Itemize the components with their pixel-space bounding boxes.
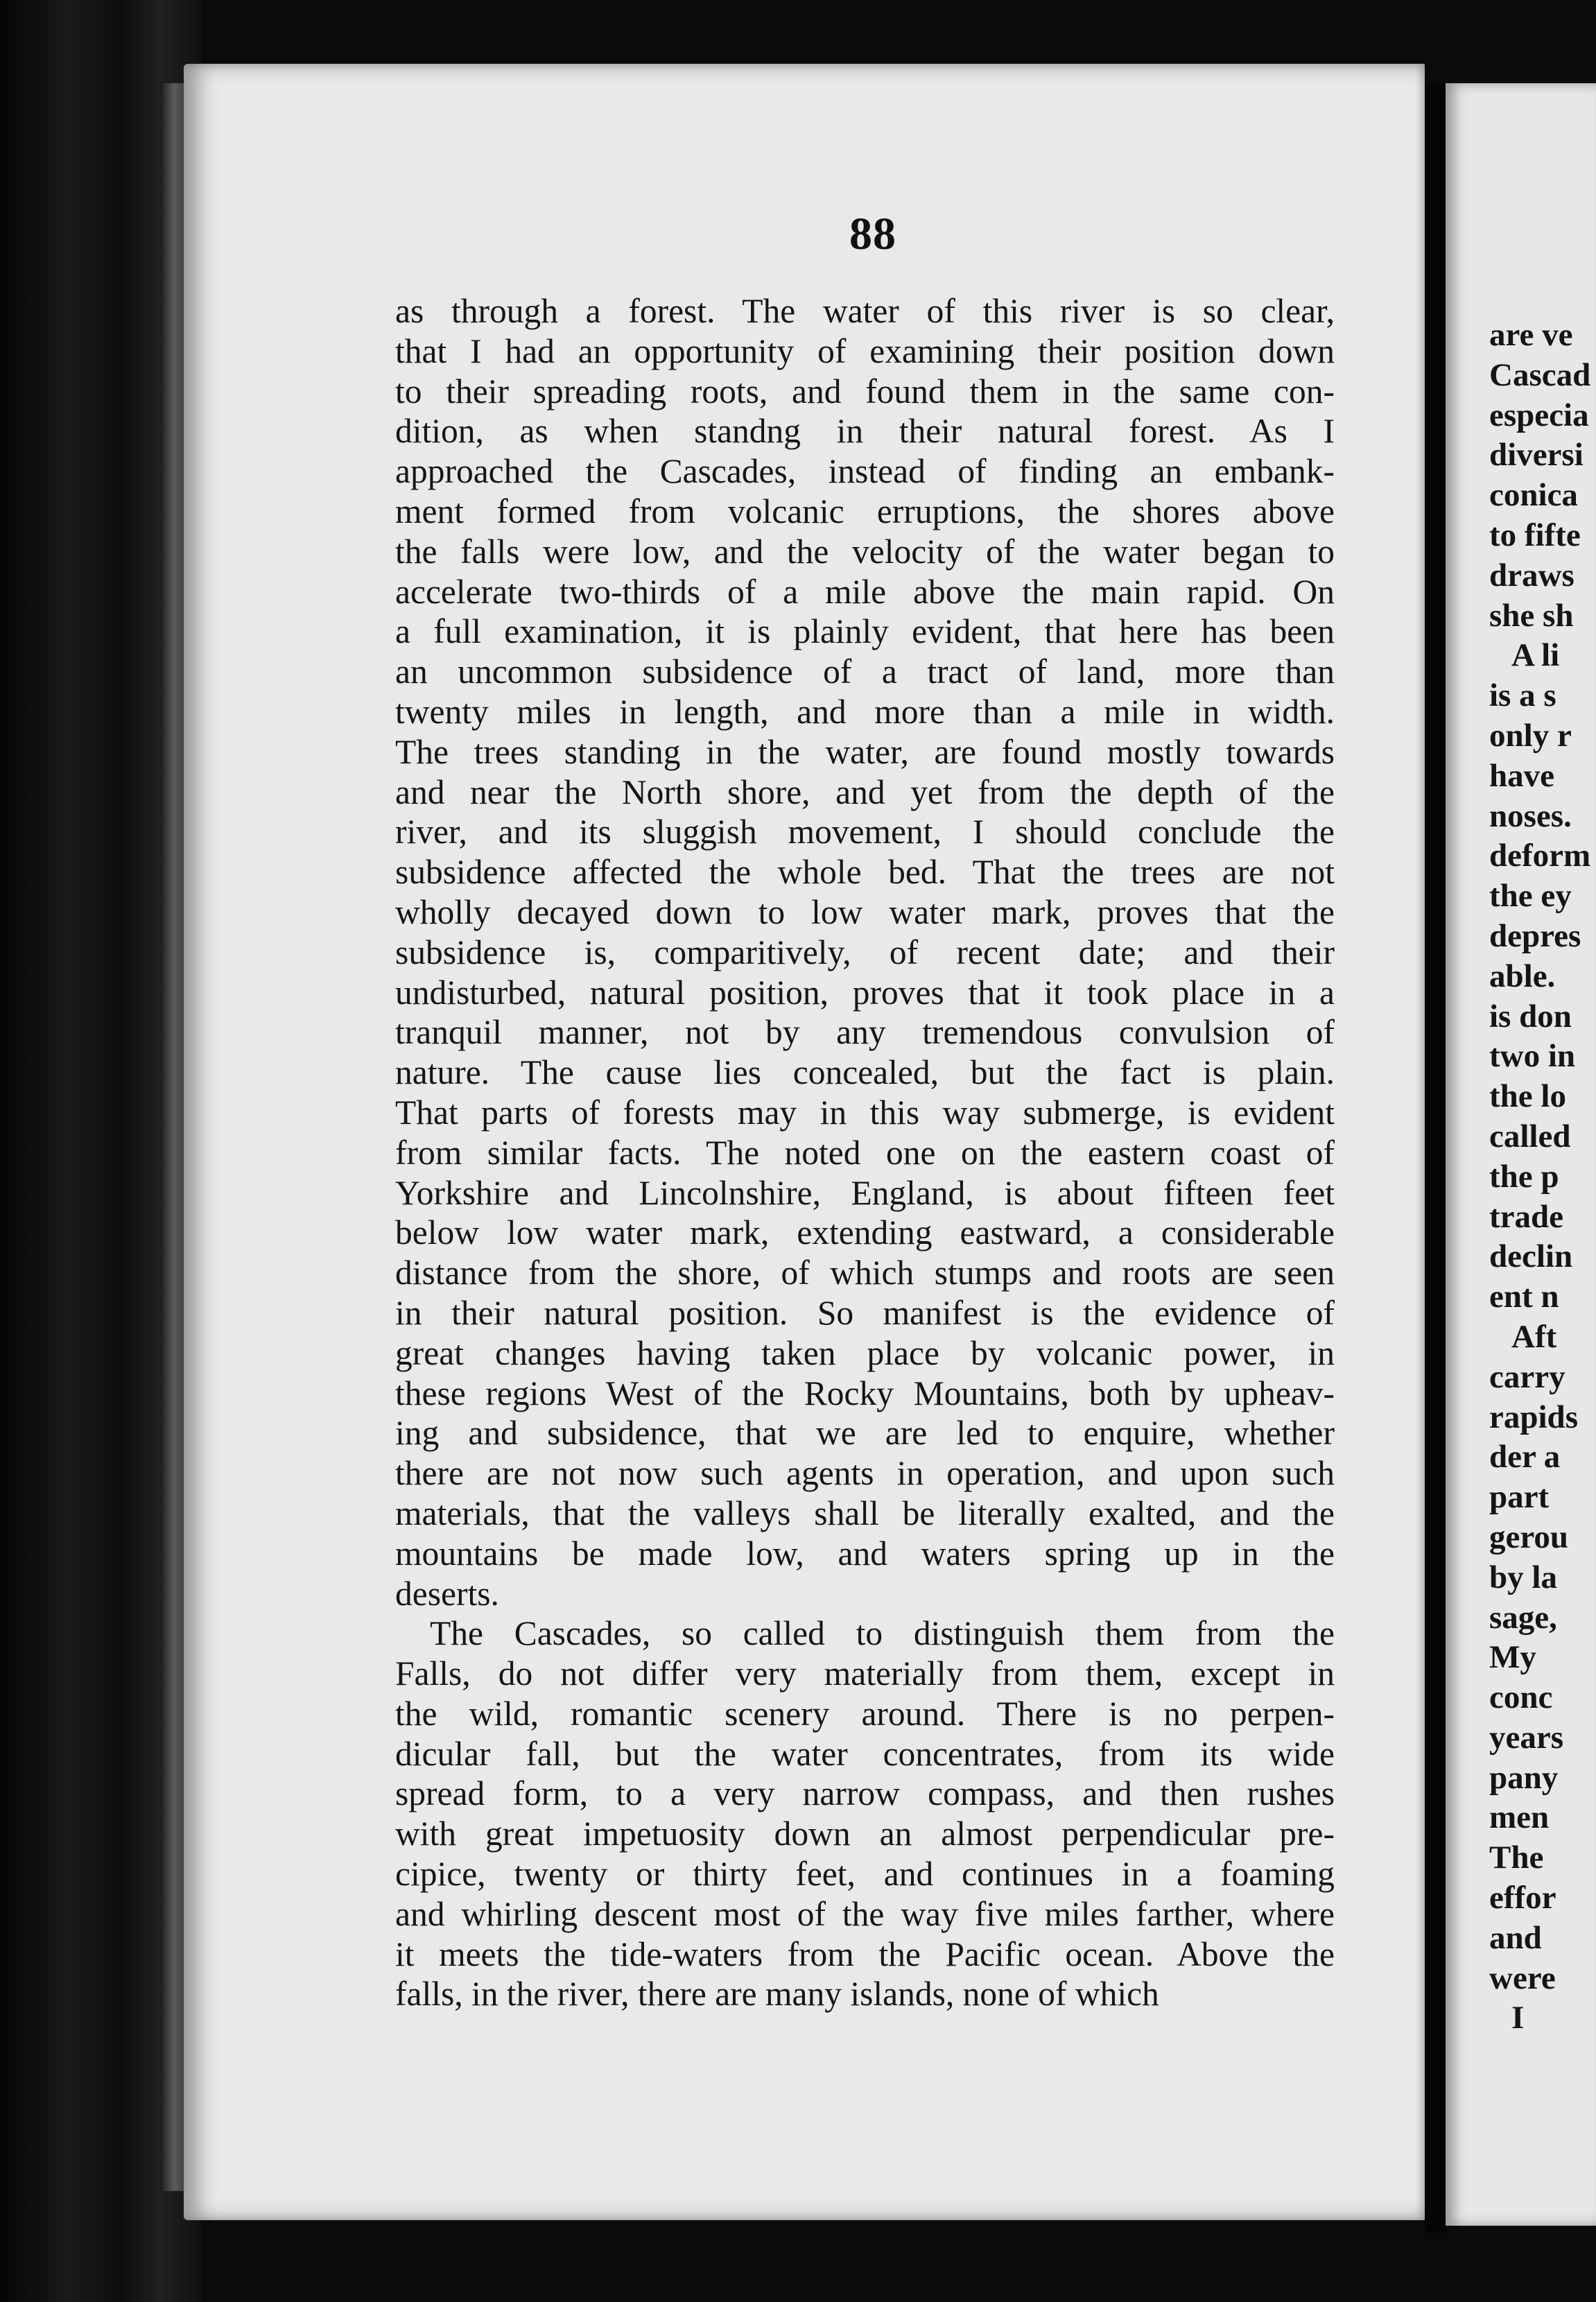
facing-text-line: diversi: [1489, 437, 1584, 474]
facing-text-line: the p: [1489, 1158, 1559, 1195]
text-line: below low water mark, extending eastward, a considerable: [395, 1213, 1335, 1252]
text-line: Yorkshire and Lincolnshire, England, is about fifteen feet: [395, 1173, 1335, 1212]
text-line: That parts of forests may in this way submerge, is evident: [395, 1093, 1335, 1132]
body-text: [395, 291, 1335, 2014]
text-line: as through a forest. The water of this river is so clear,: [395, 292, 1335, 330]
facing-text-line: carry: [1489, 1358, 1565, 1395]
text-line: nature. The cause lies concealed, but the fact is plain.: [395, 1053, 1335, 1092]
facing-text-line: ent n: [1489, 1279, 1559, 1315]
text-line: a full examination, it is plainly evident, that here has been: [395, 612, 1335, 651]
text-line: with great impetuosity down an almost perpendicular pre-: [395, 1815, 1335, 1853]
text-line: in their natural position. So manifest is the evidence of: [395, 1293, 1335, 1332]
text-line: subsidence affected the whole bed. That the trees are not: [395, 853, 1335, 892]
facing-text-line: the ey: [1489, 878, 1572, 915]
text-line: dicular fall, but the water concentrates, from its wide: [395, 1734, 1335, 1773]
facing-text-line: have: [1489, 757, 1554, 794]
facing-text-line: deform: [1489, 838, 1591, 874]
text-line: these regions West of the Rocky Mountains, both by upheav-: [395, 1374, 1335, 1412]
facing-text-line: are ve: [1489, 317, 1573, 353]
text-line: falls, in the river, there are many islands, none of which: [395, 1975, 1159, 2014]
paragraph: [395, 1613, 1335, 2014]
facing-text-line: sage,: [1489, 1599, 1557, 1636]
facing-text-line: is a s: [1489, 677, 1556, 714]
facing-text-line: only r: [1489, 717, 1572, 754]
text-line: cipice, twenty or thirty feet, and continues in a foaming: [395, 1855, 1335, 1894]
text-line: spread form, to a very narrow compass, and then rushes: [395, 1774, 1335, 1813]
facing-text-line: the lo: [1489, 1078, 1566, 1115]
facing-text-line: she sh: [1489, 597, 1574, 634]
facing-text-line: rapids: [1489, 1399, 1578, 1435]
text-line: subsidence is, comparitively, of recent date; and their: [395, 933, 1335, 971]
facing-text-line: able.: [1489, 958, 1556, 994]
facing-text-line: draws: [1489, 557, 1575, 594]
facing-text-line: der a: [1489, 1439, 1561, 1475]
text-line: deserts.: [395, 1574, 499, 1613]
text-line: that I had an opportunity of examining their position down: [395, 331, 1335, 370]
facing-text-line: My: [1489, 1639, 1536, 1676]
book-gutter: [1425, 83, 1446, 2233]
text-line: an uncommon subsidence of a tract of land, more than: [395, 652, 1335, 691]
text-line: approached the Cascades, instead of finding an embank-: [395, 452, 1335, 491]
facing-text-line: Aft: [1511, 1318, 1557, 1355]
facing-text-line: gerou: [1489, 1518, 1569, 1555]
facing-text-line: noses.: [1489, 797, 1572, 834]
facing-text-line: depres: [1489, 917, 1581, 954]
text-line: it meets the tide-waters from the Pacific ocean. Above the: [395, 1935, 1335, 1973]
facing-text-line: by la: [1489, 1559, 1557, 1595]
facing-text-line: were: [1489, 1959, 1556, 1996]
facing-text-line: Cascad: [1489, 356, 1591, 393]
facing-text-line: The: [1489, 1840, 1544, 1876]
text-line: great changes having taken place by volcanic power, in: [395, 1333, 1335, 1372]
text-line: Falls, do not differ very materially from them, except in: [395, 1654, 1335, 1693]
text-line: and whirling descent most of the way five miles farther, where: [395, 1894, 1335, 1933]
facing-text-line: effor: [1489, 1880, 1556, 1916]
text-line: mountains be made low, and waters spring up in the: [395, 1534, 1335, 1573]
facing-text-line: conica: [1489, 477, 1578, 514]
text-line: the wild, romantic scenery around. There is no perpen-: [395, 1694, 1335, 1733]
facing-page-text: [1489, 315, 1596, 2039]
text-line: dition, as when standng in their natural forest. As I: [395, 412, 1335, 451]
facing-text-line: declin: [1489, 1238, 1573, 1275]
paragraph: [395, 291, 1335, 1613]
text-line: from similar facts. The noted one on the eastern coast of: [395, 1133, 1335, 1172]
text-line: wholly decayed down to low water mark, proves that the: [395, 892, 1335, 931]
facing-text-line: I: [1511, 2000, 1525, 2036]
page-number: 88: [849, 209, 896, 259]
text-line: accelerate two-thirds of a mile above the main rapid. On: [395, 572, 1335, 611]
text-line: and near the North shore, and yet from the depth of the: [395, 772, 1335, 811]
facing-text-line: two in: [1489, 1038, 1576, 1075]
facing-text-line: and: [1489, 1919, 1542, 1956]
text-line: The Cascades, so called to distinguish them from the: [430, 1614, 1335, 1653]
text-line: twenty miles in length, and more than a mile in width.: [395, 692, 1335, 731]
text-line: the falls were low, and the velocity of the water began to: [395, 532, 1335, 571]
text-line: undisturbed, natural position, proves that it took place in a: [395, 973, 1335, 1012]
facing-text-line: pany: [1489, 1759, 1559, 1796]
text-line: The trees standing in the water, are found mostly towards: [395, 732, 1335, 771]
facing-text-line: to fifte: [1489, 517, 1581, 553]
text-line: distance from the shore, of which stumps and roots are seen: [395, 1254, 1335, 1292]
facing-text-line: part: [1489, 1479, 1550, 1516]
facing-text-line: men: [1489, 1799, 1550, 1836]
text-line: ing and subsidence, that we are led to enquire, whether: [395, 1414, 1335, 1453]
facing-text-line: conc: [1489, 1679, 1553, 1716]
text-line: ment formed from volcanic erruptions, the shores above: [395, 492, 1335, 530]
facing-text-line: A li: [1511, 637, 1560, 674]
facing-text-line: especia: [1489, 397, 1589, 433]
facing-text-line: called: [1489, 1118, 1571, 1154]
text-line: tranquil manner, not by any tremendous convulsion of: [395, 1013, 1335, 1052]
facing-text-line: trade: [1489, 1198, 1564, 1235]
facing-text-line: years: [1489, 1719, 1564, 1756]
text-line: materials, that the valleys shall be literally exalted, and the: [395, 1494, 1335, 1532]
text-line: river, and its sluggish movement, I should conclude the: [395, 813, 1335, 851]
facing-text-line: is don: [1489, 998, 1572, 1035]
text-line: there are not now such agents in operation, and upon such: [395, 1454, 1335, 1493]
text-line: to their spreading roots, and found them in the same con-: [395, 372, 1335, 410]
